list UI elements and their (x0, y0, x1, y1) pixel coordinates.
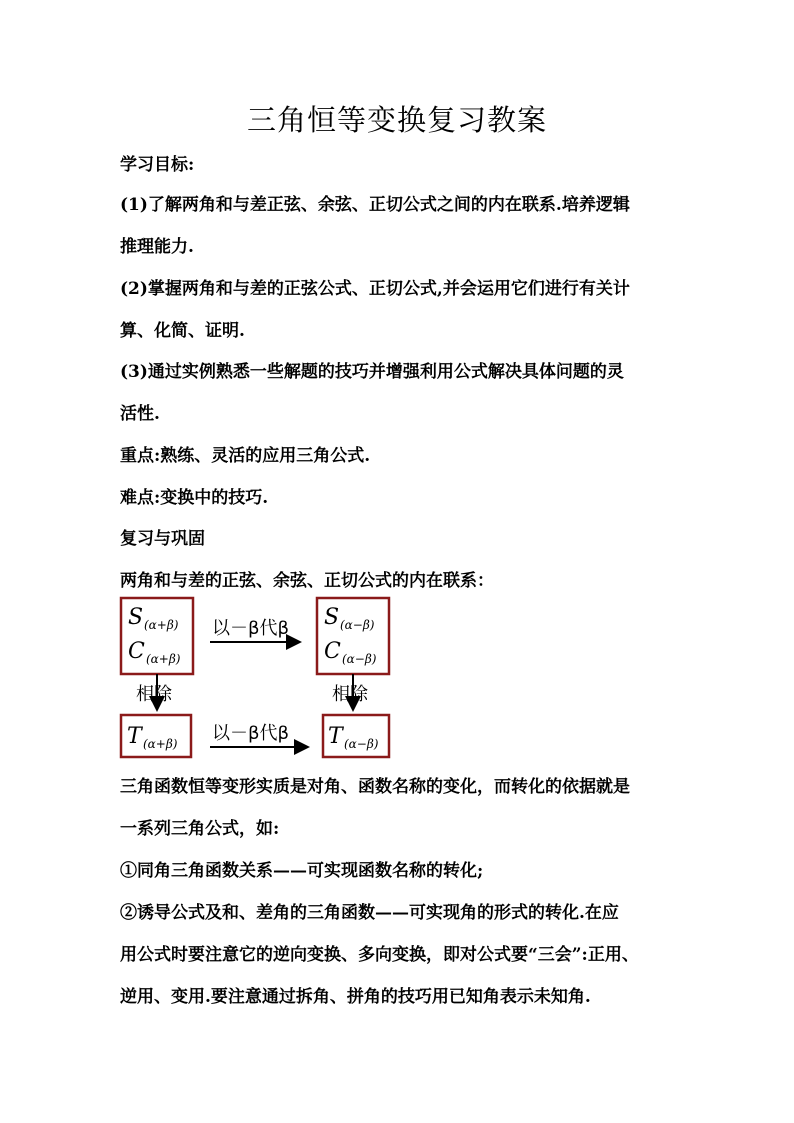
c-minus-subscript: (α−β) (342, 652, 377, 666)
paragraph-1-line-1: 三角函数恒等变形实质是对角、函数名称的变化，而转化的依据就是 (120, 777, 630, 797)
difficulty: 难点:变换中的技巧. (120, 488, 269, 508)
list-item-2-line-2: 用公式时要注意它的逆向变换、多向变换，即对公式要“三会”:正用、 (120, 945, 639, 965)
list-item-2-line-3: 逆用、变用.要注意通过拆角、拼角的技巧用已知角表示未知角. (120, 987, 591, 1007)
goal-3-line-2: 活性. (120, 404, 160, 424)
goal-2-line-1: (2)掌握两角和与差的正弦公式、正切公式,并会运用它们进行有关计 (120, 279, 630, 299)
list-item-2-line-1: ②诱导公式及和、差角的三角函数——可实现角的形式的转化.在应 (120, 903, 619, 923)
divide-left-label: 相除 (136, 684, 172, 705)
list-item-1: ①同角三角函数关系——可实现函数名称的转化; (120, 861, 484, 881)
key-point: 重点:熟练、灵活的应用三角公式. (120, 446, 371, 466)
goal-3-line-1: (3)通过实例熟悉一些解题的技巧并增强利用公式解决具体问题的灵 (120, 362, 624, 382)
s-plus-symbol: S (128, 605, 144, 630)
c-plus-symbol: C (128, 639, 145, 664)
t-minus-subscript: (α−β) (344, 737, 379, 751)
paragraph-1-line-2: 一系列三角公式，如: (120, 819, 280, 839)
relation-heading: 两角和与差的正弦、余弦、正切公式的内在联系： (120, 571, 494, 591)
t-plus-subscript: (α+β) (143, 737, 178, 751)
s-minus-symbol: S (324, 605, 340, 630)
goal-1-line-2: 推理能力. (120, 237, 194, 257)
bottom-arrow-label: 以－β代β (212, 723, 289, 744)
goals-heading: 学习目标: (120, 155, 195, 175)
c-plus-subscript: (α+β) (146, 652, 181, 666)
s-minus-subscript: (α−β) (340, 618, 375, 632)
formula-relation-diagram (118, 594, 408, 764)
divide-right-label: 相除 (332, 684, 368, 705)
c-minus-symbol: C (324, 639, 341, 664)
top-arrow-label: 以－β代β (212, 618, 289, 639)
review-heading: 复习与巩固 (120, 529, 205, 549)
t-plus-symbol: T (127, 724, 142, 749)
goal-2-line-2: 算、化简、证明. (120, 321, 245, 341)
page-title: 三角恒等变换复习教案 (246, 103, 547, 137)
s-plus-subscript: (α+β) (144, 618, 179, 632)
goal-1-line-1: (1)了解两角和与差正弦、余弦、正切公式之间的内在联系.培养逻辑 (120, 195, 630, 215)
t-minus-symbol: T (328, 724, 343, 749)
